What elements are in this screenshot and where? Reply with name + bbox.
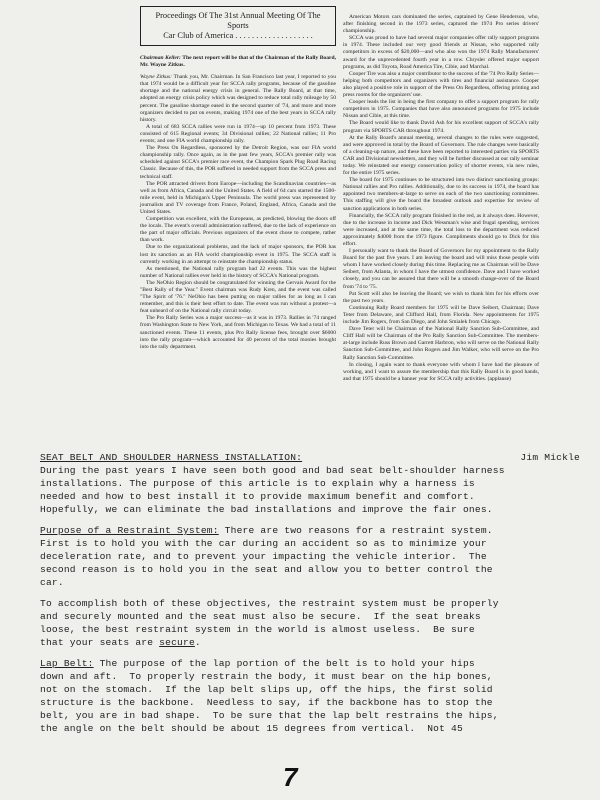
body-paragraph: Cooper Tire was also a major contributor to the success of the '74 Pro Rally Series—helping both competitors and organizers with tires and financial assistance. Cooper also played a positive role in support of the Press On Regardless, offering printing and press rooms for the organizers' use. [343, 70, 539, 99]
article-line: needed and how to best install it to provide maximum benefit and comfort. [40, 491, 475, 502]
body-paragraph: The Pro Rally Series was a major success—as it was in 1973. Rallies in '74 ranged from Washington State to New York, and from Michigan to Texas. We had a total of 11 sanctioned events. These 11 events, plus Pro Rally license fees, brought over $6000 into the rally program—which accounted for 40 percent of the total monies brought into the rally department. [140, 315, 336, 350]
objective-underlined-word: secure [159, 637, 195, 648]
body-paragraph: American Motors cars dominated the series, captained by Gene Henderson, who, after finishing second in the 1973 series, captured the 1974 Pro series drivers' championship. [343, 14, 539, 35]
article-line: and securely mounted and the seat must also be secure. If the seat breaks [40, 611, 481, 622]
article-line: the angle on the belt should be about 15 degrees from vertical. Not 45 [40, 723, 463, 734]
body-paragraph: The Board would like to thank David Ash for his excellent support of SCCA's rally program via SPORTS CAR throughout 1974. [343, 120, 539, 134]
body-paragraph: SCCA was proud to have had several major companies offer rally support programs in 1974. These included our very good friends at Nissan, who supported rally competitors in excess of $20,000—and who also won the 1974 Rally Manufacturers' award for the unprecedented fourth year in a row. Chrysler offered major support programs, as did Toyota, Road America Tire, Cibie, and Marchal. [343, 35, 539, 70]
body-paragraph: The POR attracted drivers from Europe—including the Scandinavian countries—as well as from Africa, Canada and the United States. A field of 64 cars started the 1500-mile event, held in Michigan's Upper Peninsula. The world press was represented by journalists and TV coverage from France, Poland, England, Africa, Canada and the United States. [140, 180, 336, 215]
objective-last-suffix: . [194, 637, 201, 648]
article-line: not on the stomach. If the lap belt slips up, off the hips, the first solid [40, 684, 493, 695]
body-paragraph: Dave Teter will be Chairman of the National Rally Sanction Sub-Committee, and Cliff Hall will be Chairman of the Pro Rally Sanction Sub-Committee. The members-at-large include Russ Brown and Garrett Harbron, who will serve on the National Rally Sanction Sub-Committee, and John Rogers and Jim Walker, who will serve on the Pro Rally Sanction Sub-Committee. [343, 326, 539, 361]
body-paragraph: In closing, I again want to thank everyone with whom I have had the pleasure of working, and I want to assure the membership that this Rally Board is in good hands, and that 1975 should be a banner year for SCCA rally activities. (applause) [343, 361, 539, 382]
lap-belt-heading: Lap Belt: [40, 658, 94, 669]
body-paragraph: Pat Scott will also be leaving the Board; we wish to thank him for his efforts over the past two years. [343, 290, 539, 304]
article-line: During the past years I have seen both good and bad seat belt-shoulder harness [40, 465, 505, 476]
body-paragraph: The Press On Regardless, sponsored by the Detroit Region, was our FIA world championship rally. Once again, as in the past few years, SCCA's premier rally was scheduled against SCCA's premier race event, the Champion Spark Plug Road Racing Classic. Because of this, the POR suffered in needed support from the SCCA press and technical staff. [140, 145, 336, 180]
article-line: To accomplish both of these objectives, the restraint system must be properly [40, 598, 499, 609]
proceedings-title-box [140, 6, 336, 46]
article-line: belt, you are in bad shape. To be sure that the lap belt restrains the hips, [40, 710, 499, 721]
article-line: structure is the backbone. Needless to say, if the backbone has to stop the [40, 697, 493, 708]
article-line: loose, the best restraint system in the world is almost useless. Be sure [40, 624, 475, 635]
article-heading-row [40, 451, 580, 464]
proceedings-left-column [140, 6, 336, 351]
body-paragraph: Competition was excellent, with the Europeans, as predicted, blowing the doors off the locals. The event's overall administration suffered, due to the lack of experience on the part of major officials. Previous organizers of the event chose to compete, rather than work. [140, 216, 336, 244]
lap-first-line [40, 657, 580, 670]
chairman-paragraph [140, 55, 336, 69]
body-paragraph: At the Rally Board's annual meeting, several changes to the rules were suggested, and were approved in total by the Board of Governors. The rule changes were basically of a cleaning-up nature, and these have been reported to interested parties via SPORTS CAR and Divisional newsletters, and they will be further discussed at our rally seminar today. We reinstated our energy conservation policy of shorter events, via new rules, for the entire 1975 series. [343, 134, 539, 177]
lap-first-line-text: The purpose of the lap portion of the belt is to hold your hips [93, 658, 475, 669]
body-paragraph: Continuing Rally Board members for 1975 will be Dave Seibert, Chairman; Dave Teter from Delaware, and Clifford Hall, from Florida. New appointments for 1975 include Jim Rogers, from San Diego, and John Smialek from Chicago. [343, 304, 539, 326]
article-line: installations. The purpose of this article is to explain why a harness is [40, 478, 475, 489]
article-heading: SEAT BELT AND SHOULDER HARNESS INSTALLATION: [40, 452, 303, 463]
purpose-heading: Purpose of a Restraint System: [40, 525, 219, 536]
body-paragraph: The board for 1975 continues to be structured into two distinct sanctioning groups: National rallies and Pro rallies. Additionally, due to its success in 1974, the board has appointed two members-at-large to serve on each of the two sanctioning committees. This staffing will give the board the broadest outlook and expertise for review of sanction applications in both series. [343, 177, 539, 212]
article-line: car. [40, 577, 64, 588]
seat-belt-article [40, 451, 580, 735]
article-line: second reason is to hold you in the seat and allow you to better control the [40, 564, 493, 575]
proceedings-title-line2: Car Club of America . . . . . . . . . . . . . . . . . . . [163, 31, 313, 40]
body-paragraph: As mentioned, the National rally program had 22 events. This was the highest number of National rallies ever held in the history of SCCA's National program. [140, 265, 336, 279]
body-paragraph: Financially, the SCCA rally program finished in the red, as it always does. However, due to the increase in income and Dick Wessman's wise and frugal spending, services were increased, and at the same time, the total loss to the department was reduced approximately $4000 from the 1973 figure. Compliments should go to Dick for this effort. [343, 212, 539, 247]
chairman-speaker: Chairman Keller: [140, 55, 181, 61]
body-paragraph: Due to the organizational problems, and the lack of major sponsors, the POR has lost its sanction as an FIA world championship event in 1975. The SCCA staff is currently working in an attempt to reinstate the championship status. [140, 244, 336, 265]
proceedings-right-column [343, 14, 539, 383]
purpose-first-line [40, 524, 580, 537]
proceedings-title-line1: Proceedings Of The 31st Annual Meeting Of The Sports [155, 11, 321, 30]
article-line: First is to hold you with the car during an accident so as to minimize your [40, 538, 487, 549]
zitkus-paragraph [140, 74, 336, 124]
article-author: Jim Mickle [520, 452, 580, 463]
article-line: Hopefully, we can eliminate the bad installations and improve the fair ones. [40, 504, 493, 515]
body-paragraph: I personally want to thank the Board of Governors for my appointment to the Rally Board for the past five years. I am leaving the board and will miss those people with whom I have worked closely during this time. Replacing me as Chairman will be Dave Seibert, from Atlanta, in whom I have the utmost confidence. Dave and I have worked closely, and you can be assured that there will be a smooth change-over of the Board from '74 to '75. [343, 248, 539, 290]
body-paragraph: A total of 683 SCCA rallies were run in 1974—up 10 percent from 1973. These consisted of 615 Regional events; 34 Divisional rallies; 22 National rallies; 11 Pro events; and one FIA world championship rally. [140, 123, 336, 145]
page-number: 7 [283, 762, 298, 792]
body-paragraph: The NeOhio Region should be congratulated for winning the Gervais Award for the "Best Rally of the Year." Event chairman was Rudy Kren, and the event was called "The Spirit of '76." NeOhio has been putting on major rallies for as long as I can remember, and this is their best effort to date. The event was run without a protest—a feat unheard of on the National rally circuit today. [140, 279, 336, 315]
zitkus-speaker: Wayne Zitkus: [140, 74, 172, 81]
objective-last-line [40, 636, 580, 649]
article-line: down and aft. To properly restrain the body, it must bear on the hip bones, [40, 671, 493, 682]
body-paragraph: Cooper leads the list in being the first company to offer a support program for rally competitors in 1975. Companies that have also announced programs for 1975 include Nissan and Cibie, at this time. [343, 99, 539, 120]
article-line: deceleration rate, and to prevent your impacting the vehicle interior. The [40, 551, 487, 562]
objective-last-prefix: that your seats are [40, 637, 160, 648]
chairman-text: The next report will be that of the Chairman of the Rally Board, Mr. Wayne Zitkus. [140, 55, 337, 69]
purpose-first-line-text: There are two reasons for a restraint system. [218, 525, 493, 536]
zitkus-text: Thank you, Mr. Chairman. In San Francisco last year, I reported to you that 1974 would be a difficult year for SCCA rally programs, because of the gasoline shortage and the national energy crisis in general. The Rally Board, at that time, adopted an energy crisis policy which was designed to reduce total rally mileage by 50 percent. The gasoline shortage eased in the second quarter of '74, and more and more organizers decided to put on events, making 1974 one of the best years in SCCA rally history. [140, 74, 336, 123]
